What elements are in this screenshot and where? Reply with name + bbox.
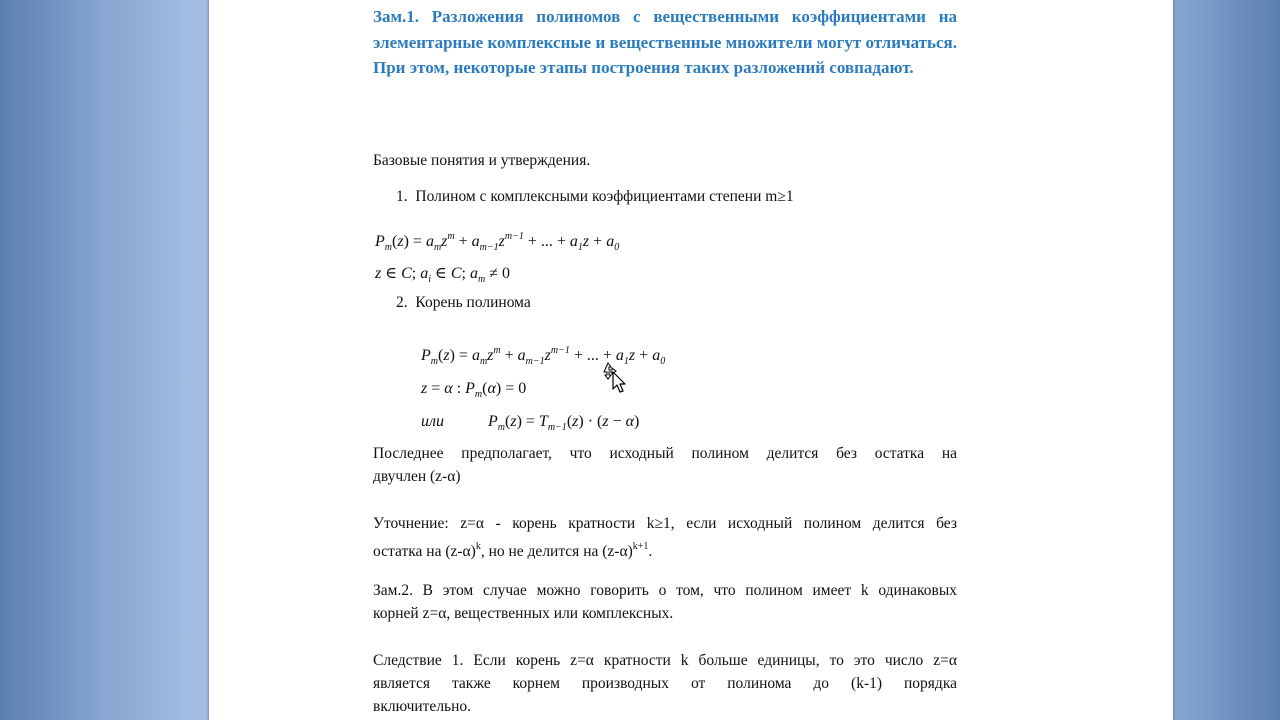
polynomial-formula-line2: z ∈ C; $a_i$ ∈ C; $a_m \ne 0$ <box>375 265 510 285</box>
remark-1-heading: Зам.1. Разложения полиномов с вещественными коэффициентами на элементарные комплексные и вещественные множители могут отличаться. При этом, некоторые этапы построения таких разложений совпадают. <box>373 7 957 77</box>
paragraph-remark-2 <box>373 579 957 625</box>
list-item-1-text: Полином с комплексными коэффициентами степени m≥1 <box>415 188 794 205</box>
paragraph-divisibility-line2: двучлен (z-α) <box>373 468 461 485</box>
root-formula-line1: $P_m(z) = a_mz^m + a_{m-1}z^{m-1}$ + ... + $a_1z + a_0$ <box>421 345 666 367</box>
or-word: или <box>421 413 444 430</box>
list-item-2-number: 2. <box>396 294 408 311</box>
paragraph-divisibility <box>373 442 957 488</box>
clarification-text-a: остатка на (z-α) <box>373 543 476 560</box>
clarification-text-c: . <box>648 543 653 560</box>
root-formula-line3: или $P_m(z) = T_{m-1}(z) \cdot (z - \alpha)$ <box>421 413 640 433</box>
basics-title: Базовые понятия и утверждения. <box>373 152 591 169</box>
paragraph-corollary-1 <box>373 649 957 718</box>
list-item-1 <box>396 185 956 208</box>
polynomial-formula <box>375 224 959 293</box>
paragraph-corollary-1-line3: включительно. <box>373 698 472 715</box>
paragraph-divisibility-line1: Последнее предполагает, что исходный полином делится без остатка на <box>373 445 957 462</box>
paragraph-clarification <box>373 512 957 563</box>
paragraph-clarification-line1: Уточнение: z=α - корень кратности k≥1, если исходный полином делится без <box>373 515 957 532</box>
paragraph-clarification-line2 <box>373 535 957 563</box>
document-page <box>209 0 1173 720</box>
list-item-2 <box>396 291 956 314</box>
list-item-1-number: 1. <box>396 188 408 205</box>
clarification-text-b: , но не делится на (z-α) <box>480 543 633 560</box>
paragraph-remark-2-line1: Зам.2. В этом случае можно говорить о том, что полином имеет k одинаковых <box>373 582 957 599</box>
root-formula-line2: z = α : $P_m(\alpha) = 0$ <box>421 380 527 400</box>
paragraph-corollary-1-line1: Следствие 1. Если корень z=α кратности k больше единицы, то это число z=α <box>373 652 957 669</box>
root-formula <box>421 337 1005 441</box>
list-item-2-text: Корень полинома <box>415 294 531 311</box>
paragraph-remark-2-line2: корней z=α, вещественных или комплексных. <box>373 605 674 622</box>
polynomial-formula-line1: $P_m(z) = a_mz^m + a_{m-1}z^{m-1}$ + ... + $a_1z + a_0$ <box>375 231 620 253</box>
clarification-sup-k: k <box>475 541 481 552</box>
clarification-sup-k-plus-1: k+1 <box>632 541 649 552</box>
arrow-pointer-icon <box>613 372 625 392</box>
paragraph-corollary-1-line2: является также корнем производных от полинома до (k-1) порядка <box>373 675 957 692</box>
move-cursor-icon <box>603 362 627 394</box>
